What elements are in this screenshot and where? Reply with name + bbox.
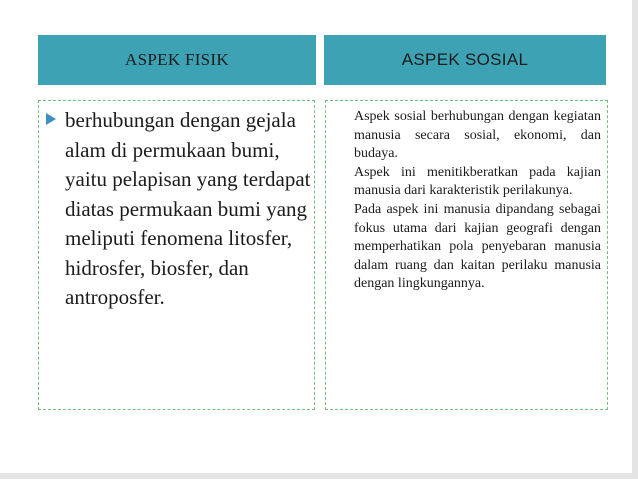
- header-aspek-fisik-label: ASPEK FISIK: [125, 50, 229, 69]
- aspek-fisik-text: berhubungan dengan gejala alam di permukaan bumi, yaitu pelapisan yang terdapat diatas permukaan bumi yang meliputi fenomena litosfer, hidrosfer, biosfer, dan antroposfer.: [65, 108, 311, 309]
- aspek-sosial-paragraph-2: Aspek ini menitikberatkan pada kajian manusia dari karakteristik perilakunya.: [354, 164, 601, 199]
- bullet-arrow-icon: [46, 113, 56, 125]
- aspek-sosial-panel: [325, 100, 608, 410]
- aspek-sosial-text: [354, 108, 601, 294]
- aspek-sosial-paragraph-3: Pada aspek ini manusia dipandang sebagai fokus utama dari kajian geografi dengan memperhatikan pola penyebaran manusia dalam ruang dan kaitan perilaku manusia dengan lingkungannya.: [354, 201, 601, 292]
- header-aspek-sosial-label: ASPEK SOSIAL: [401, 50, 529, 69]
- header-aspek-sosial: [324, 35, 606, 85]
- header-aspek-fisik: [38, 35, 316, 85]
- aspek-sosial-paragraph-1: Aspek sosial berhubungan dengan kegiatan manusia secara sosial, ekonomi, dan budaya.: [354, 109, 601, 162]
- aspek-fisik-panel: [38, 100, 315, 410]
